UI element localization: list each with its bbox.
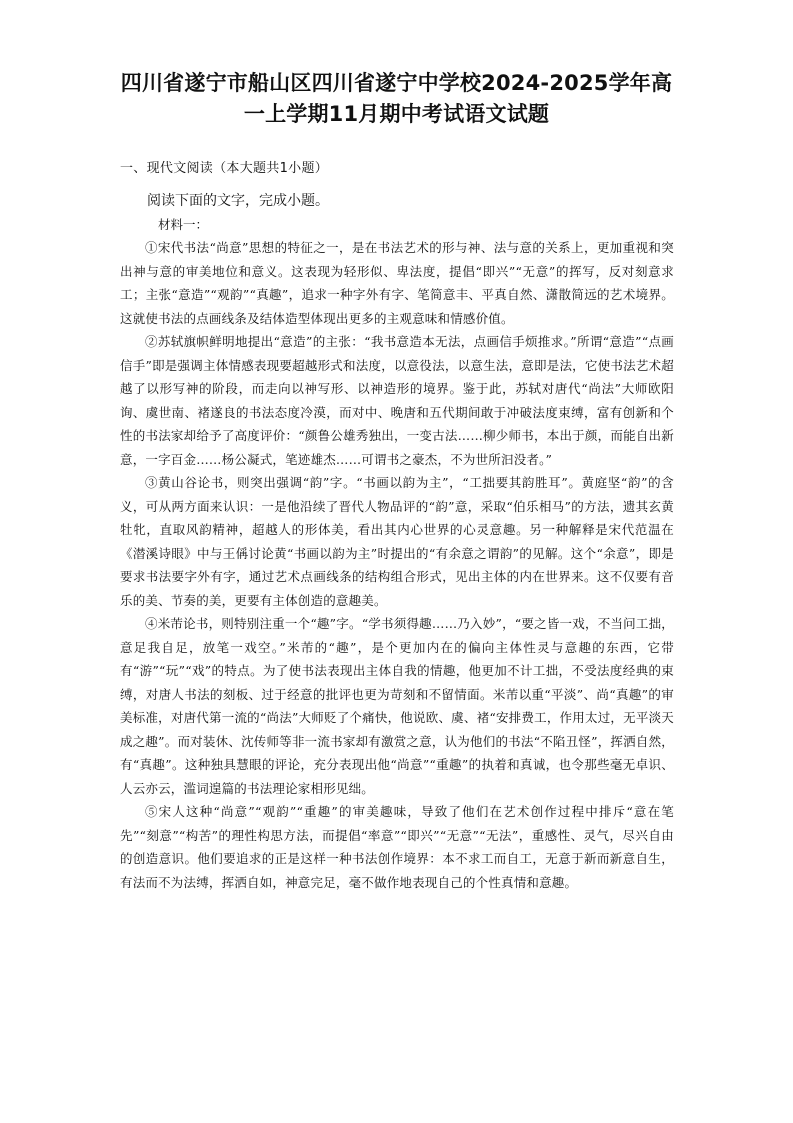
- material-label: 材料一：: [158, 217, 209, 232]
- paragraph-5: ⑤宋人这种“尚意”“观韵”“重趣”的审美趣味，导致了他们在艺术创作过程中排斥“意在笔先”“刻意”“构苦”的理性构思方法，而提倡“率意”“即兴”“无意”“无法”，重感性、灵气，尽兴自由的创造意识。他们要追求的正是这样一种书法创作境界：本不求工而自工，无意于新而新意自生，有法而不为法缚，挥洒自如，神意完足，毫不做作地表现自己的个性真情和意趣。: [120, 804, 674, 890]
- article-body: [120, 236, 674, 894]
- section-heading: 一、现代文阅读（本大题共1小题）: [120, 161, 329, 176]
- reading-instruction: 阅读下面的文字，完成小题。: [147, 193, 329, 209]
- paragraph-2: ②苏轼旗帜鲜明地提出“意造”的主张：“我书意造本无法，点画信手烦推求。”所谓“意造”“点画信手”即是强调主体情感表现要超越形式和法度，以意役法，以意生法，意即是法，它使书法艺术超越了以形写神的阶段，而走向以神写形、以神造形的境界。鉴于此，苏轼对唐代“尚法”大师欧阳询、虞世南、褚遂良的书法态度冷漠，而对中、晚唐和五代期间敢于冲破法度束缚，富有创新和个性的书法家却给予了高度评价：“颜鲁公雄秀独出，一变古法……柳少师书，本出于颜，而能自出新意，一字百金……杨公凝式，笔迹雄杰……可谓书之豪杰，不为世所汩没者。”: [120, 334, 674, 467]
- document-title-line1: 四川省遂宁市船山区四川省遂宁中学校2024-2025学年高: [120, 71, 673, 95]
- document-title-line2: 一上学期11月期中考试语文试题: [243, 102, 550, 126]
- paragraph-3: ③黄山谷论书，则突出强调“韵”字。“书画以韵为主”，“工拙要其韵胜耳”。黄庭坚“韵”的含义，可从两方面来认识：一是他沿续了晋代人物品评的“韵”意，采取“伯乐相马”的方法，遗其玄黄牡牝，直取风韵精神，超越人的形体美，看出其内心世界的心灵意趣。另一种解释是宋代范温在《潜溪诗眼》中与王偁讨论黄“书画以韵为主”时提出的“有余意之谓韵”的见解。这个“余意”，即是要求书法要字外有字，通过艺术点画线条的结构组合形式，见出主体的内在世界来。这不仅要有音乐的美、节奏的美，更要有主体创造的意趣美。: [120, 475, 674, 608]
- paragraph-4: ④米芾论书，则特别注重一个“趣”字。“学书须得趣……乃入妙”，“要之皆一戏，不当问工拙，意足我自足，放笔一戏空。”米芾的“趣”，是个更加内在的偏向主体性灵与意趣的东西，它带有“游”“玩”“戏”的特点。为了使书法表现出主体自我的情趣，他更加不计工拙，不受法度经典的束缚，对唐人书法的刻板、过于经意的批评也更为苛刻和不留情面。米芾以重“平淡”、尚“真趣”的审美标准，对唐代第一流的“尚法”大师贬了个痛快，他说欧、虞、褚“安排费工，作用太过，无平淡天成之趣”。而对装休、沈传师等非一流书家却有激赏之意，认为他们的书法“不陷丑怪”，挥洒自然，有“真趣”。这种独具慧眼的评论，充分表现出他“尚意”“重趣”的执着和真诚，也令那些毫无卓识、人云亦云，滥词遑篇的书法理论家相形见绌。: [120, 616, 674, 796]
- paragraph-1: ①宋代书法“尚意”思想的特征之一，是在书法艺术的形与神、法与意的关系上，更加重视和突出神与意的审美地位和意义。这表现为轻形似、卑法度，提倡“即兴”“无意”的挥写，反对刻意求工；主张“意造”“观韵”“真趣”，追求一种字外有字、笔简意丰、平真自然、潇散简远的艺术境界。这就使书法的点画线条及结体造型体现出更多的主观意味和情感价值。: [120, 240, 674, 326]
